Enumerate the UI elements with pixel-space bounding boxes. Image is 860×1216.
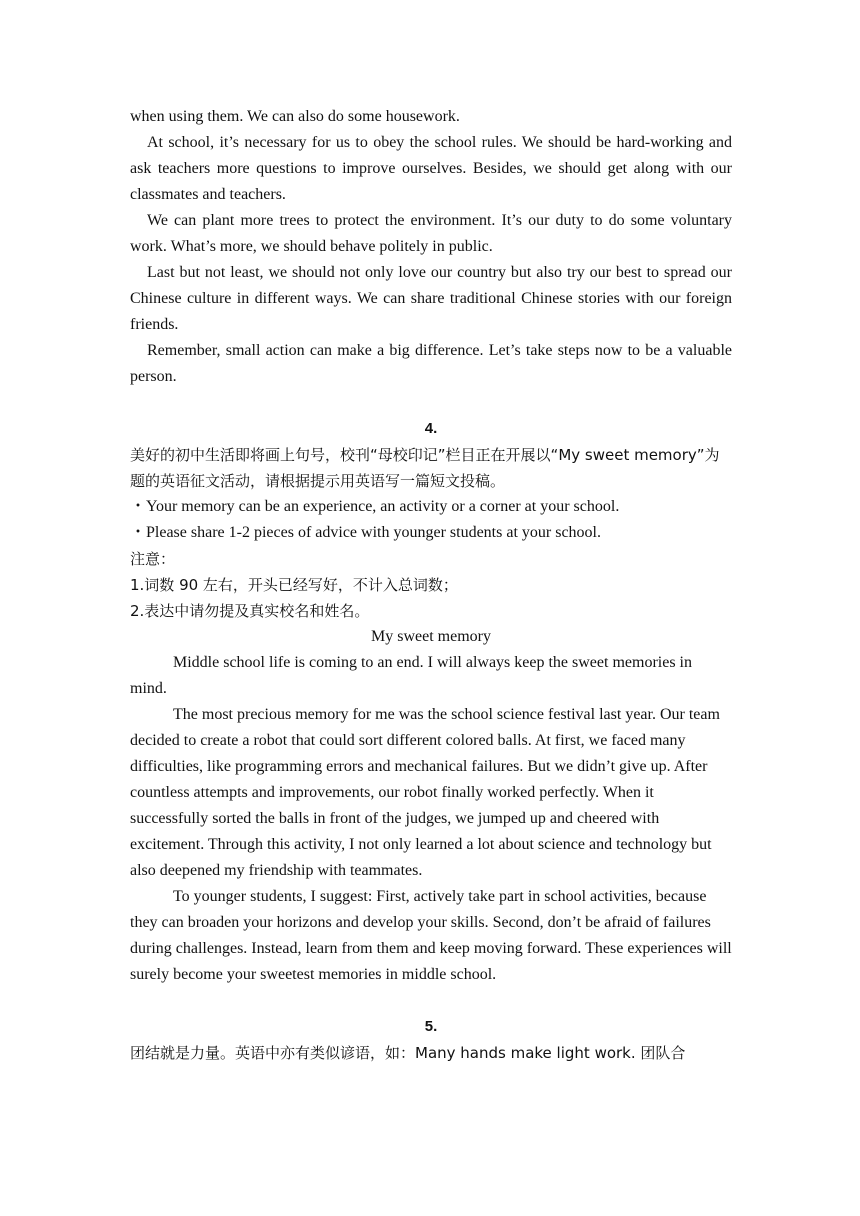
question-number-4: 4. — [424, 420, 438, 437]
q4-notes-title: 注意： — [130, 550, 176, 568]
q4-prompt: 美好的初中生活即将画上句号，校刊“母校印记”栏目正在开展以“My sweet memory”为题的英语征文活动，请根据提示用英语写一篇短文投稿。 — [130, 446, 720, 490]
q4-bullet-2: ・Please share 1-2 pieces of advice with younger students at your school. — [130, 524, 601, 541]
s3-paragraph-1: when using them. We can also do some housework. — [130, 108, 460, 125]
s3-paragraph-5: Remember, small action can make a big difference. Let’s take steps now to be a valuable person. — [130, 342, 732, 385]
q4-note-1: 1.词数 90 左右，开头已经写好，不计入总词数； — [130, 576, 458, 594]
s3-paragraph-2: At school, it’s necessary for us to obey the school rules. We should be hard-working and ask teachers more questions to improve ourselves. Besides, we should get along with our classmates and teachers. — [130, 134, 732, 203]
essay-title: My sweet memory — [371, 628, 491, 645]
question-number-5: 5. — [424, 1018, 438, 1035]
s3-paragraph-4: Last but not least, we should not only love our country but also try our best to spread our Chinese culture in different ways. We can share traditional Chinese stories with our foreign friends. — [130, 264, 732, 333]
q5-prompt: 团结就是力量。英语中亦有类似谚语，如：Many hands make light work. 团队合 — [130, 1044, 686, 1062]
essay-paragraph-1: Middle school life is coming to an end. I will always keep the sweet memories in mind. — [130, 654, 692, 697]
q4-bullet-1: ・Your memory can be an experience, an activity or a corner at your school. — [130, 498, 620, 515]
essay-paragraph-3: To younger students, I suggest: First, actively take part in school activities, because they can broaden your horizons and develop your skills. Second, don’t be afraid of failures during challenges. Instead, learn from them and keep moving forward. These experiences will surely become your sweetest memories in middle school. — [130, 888, 732, 983]
q4-note-2: 2.表达中请勿提及真实校名和姓名。 — [130, 602, 370, 620]
document-page — [130, 104, 732, 1066]
essay-paragraph-2: The most precious memory for me was the school science festival last year. Our team decided to create a robot that could sort different colored balls. At first, we faced many difficulties, like programming errors and mechanical failures. But we didn’t give up. After countless attempts and improvements, our robot finally worked perfectly. When it successfully sorted the balls in front of the judges, we jumped up and cheered with excitement. Through this activity, I not only learned a lot about science and technology but also deepened my friendship with teammates. — [130, 706, 720, 879]
s3-paragraph-3: We can plant more trees to protect the environment. It’s our duty to do some voluntary work. What’s more, we should behave politely in public. — [130, 212, 732, 255]
